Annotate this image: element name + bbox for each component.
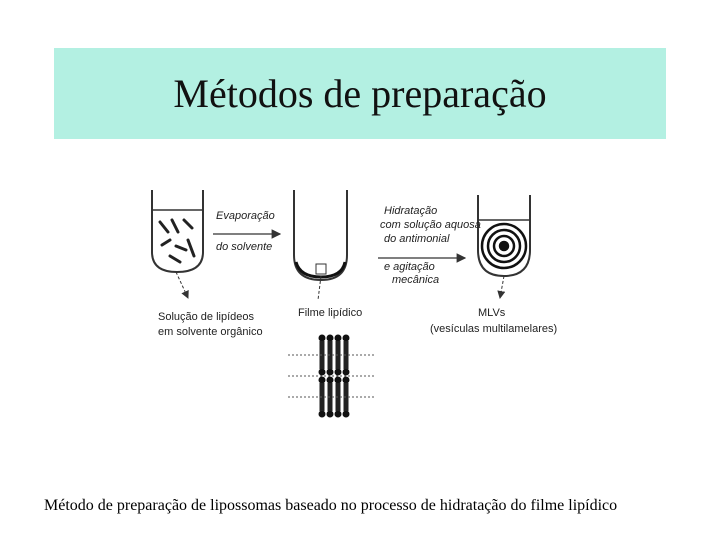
page-title: Métodos de preparação: [173, 71, 547, 116]
tube-mlvs: [478, 195, 530, 298]
tube-lipid-solution: [152, 190, 203, 298]
lipid-head: [327, 335, 334, 342]
lipid-head: [335, 335, 342, 342]
multilamellar-vesicle: [482, 224, 526, 268]
step1-label: Evaporação do solvente: [216, 210, 275, 253]
lipid-head: [327, 411, 334, 418]
lipid-head: [319, 369, 326, 376]
step2-label: Hidratação com solução aquosa do antimonial: [380, 205, 481, 245]
lipid-head: [319, 411, 326, 418]
step2-label-b: e agitação mecânica: [384, 261, 440, 286]
lipid-head: [343, 335, 350, 342]
tube-lipid-film: [294, 190, 347, 300]
lipid-head: [319, 377, 326, 384]
tube1-label: Solução de lipídeos em solvente orgânico: [158, 311, 263, 338]
lipid-head: [343, 377, 350, 384]
lipid-head: [335, 369, 342, 376]
figure-caption: Método de preparação de lipossomas baseado no processo de hidratação do filme lipídico: [44, 497, 618, 514]
lipid-bilayer-stack: [288, 335, 376, 418]
tube3-label: MLVs (vesículas multilamelares): [430, 307, 558, 335]
lipid-head: [335, 411, 342, 418]
lipid-head: [327, 369, 334, 376]
lipid-molecules: [160, 220, 194, 262]
lipid-head: [343, 369, 350, 376]
lipid-head: [319, 335, 326, 342]
lipid-head: [343, 411, 350, 418]
lipid-head: [327, 377, 334, 384]
lipid-head: [335, 377, 342, 384]
tube2-label: Filme lipídico: [298, 307, 363, 319]
